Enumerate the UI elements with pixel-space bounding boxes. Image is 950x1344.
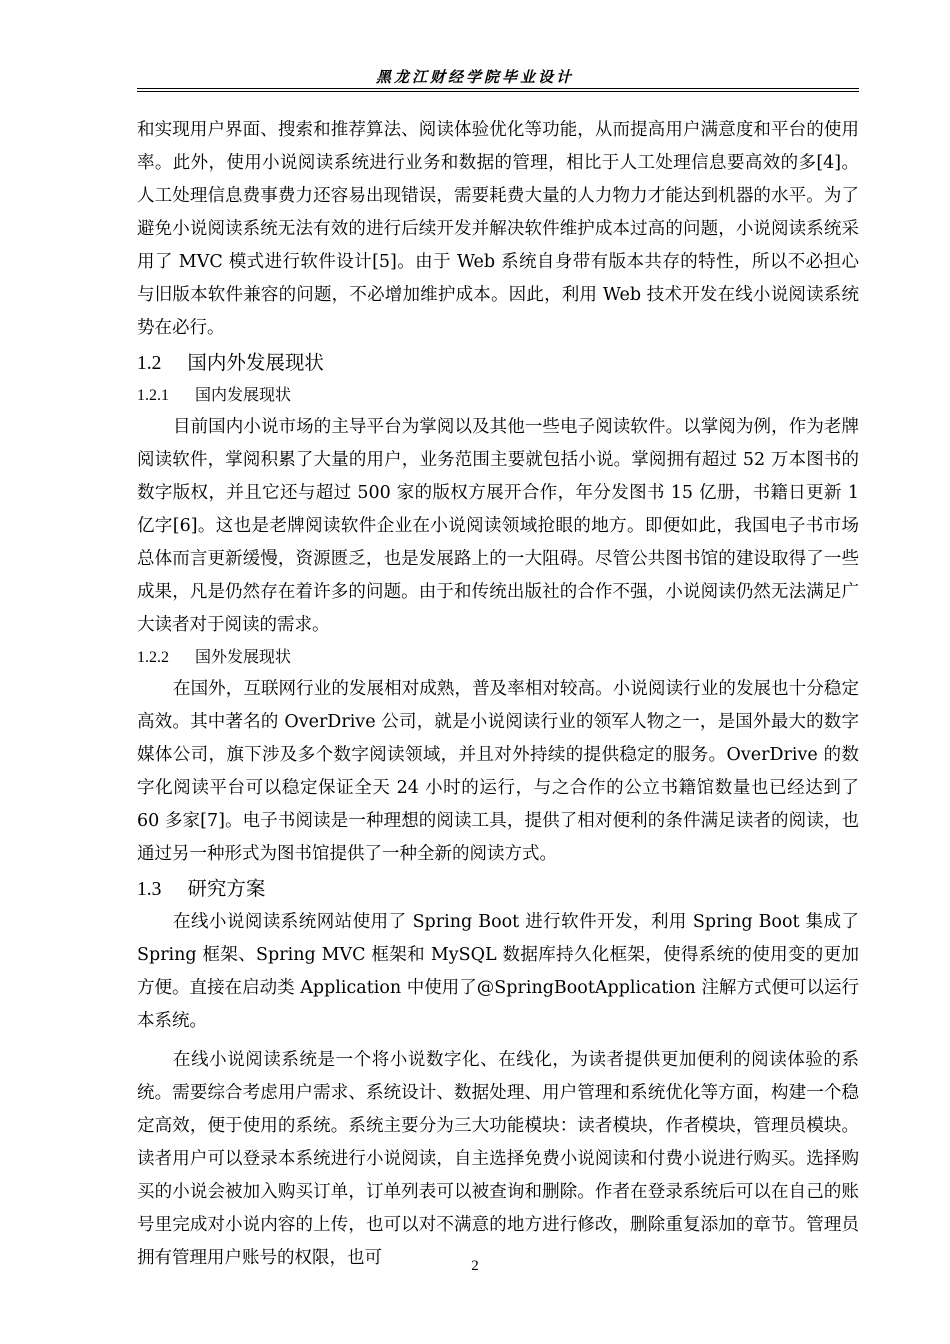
- header-rule-thin: [137, 91, 859, 92]
- subsection-heading-1-2-2: [137, 642, 859, 673]
- paragraph-plan-1: 在线小说阅读系统网站使用了 Spring Boot 进行软件开发，利用 Spring Boot 集成了 Spring 框架、Spring MVC 框架和 MySQL 数据库持久化框架，使得系统的使用变的更加方便。直接在启动类 Application 中使用了@SpringBootApplication 注解方式便可以运行本系统。: [137, 912, 859, 1031]
- subsection-title: 国内发展现状: [195, 385, 292, 404]
- paragraph-domestic: 目前国内小说市场的主导平台为掌阅以及其他一些电子阅读软件。以掌阅为例，作为老牌阅读软件，掌阅积累了大量的用户，业务范围主要就包括小说。掌阅拥有超过 52 万本图书的数字版权，并且它还与超过 500 家的版权方展开合作，年分发图书 15 亿册，书籍日更新 1 亿字[6]。这也是老牌阅读软件企业在小说阅读领域抢眼的地方。即便如此，我国电子书市场总体而言更新缓慢，资源匮乏，也是发展路上的一大阻碍。尽管公共图书馆的建设取得了一些成果，凡是仍然存在着许多的问题。由于和传统出版社的合作不强，小说阅读仍然无法满足广大读者对于阅读的需求。: [137, 417, 859, 635]
- section-heading-1-3: [137, 872, 859, 906]
- subsection-title: 国外发展现状: [195, 647, 292, 666]
- paragraph-plan-2: 在线小说阅读系统是一个将小说数字化、在线化，为读者提供更加便利的阅读体验的系统。需要综合考虑用户需求、系统设计、数据处理、用户管理和系统优化等方面，构建一个稳定高效，便于使用的系统。系统主要分为三大功能模块：读者模块，作者模块，管理员模块。读者用户可以登录本系统进行小说阅读，自主选择免费小说阅读和付费小说进行购买。选择购买的小说会被加入购买订单，订单列表可以被查询和删除。作者在登录系统后可以在自己的账号里完成对小说内容的上传，也可以对不满意的地方进行修改，删除重复添加的章节。管理员拥有管理用户账号的权限，也可: [137, 1050, 859, 1268]
- section-heading-1-2: [137, 346, 859, 380]
- header-rule: [137, 88, 859, 89]
- running-header-title: 黑龙江财经学院毕业设计: [375, 68, 574, 86]
- section-number: 1.3: [137, 879, 162, 900]
- paragraph-foreign: 在国外，互联网行业的发展相对成熟，普及率相对较高。小说阅读行业的发展也十分稳定高效。其中著名的 OverDrive 公司，就是小说阅读行业的领军人物之一，是国外最大的数字媒体公司，旗下涉及多个数字阅读领域，并且对外持续的提供稳定的服务。OverDrive 的数字化阅读平台可以稳定保证全天 24 小时的运行，与之合作的公立书籍馆数量也已经达到了 60 多家[7]。电子书阅读是一种理想的阅读工具，提供了相对便利的条件满足读者的阅读，也通过另一种形式为图书馆提供了一种全新的阅读方式。: [137, 679, 859, 864]
- subsection-number: 1.2.1: [137, 387, 169, 404]
- page-number: 2: [471, 1258, 479, 1274]
- page-body: [137, 114, 859, 1275]
- subsection-heading-1-2-1: [137, 380, 859, 411]
- subsection-number: 1.2.2: [137, 649, 169, 666]
- section-title: 研究方案: [187, 877, 266, 900]
- section-title: 国内外发展现状: [187, 351, 324, 374]
- section-number: 1.2: [137, 353, 162, 374]
- paragraph-intro: 和实现用户界面、搜索和推荐算法、阅读体验优化等功能，从而提高用户满意度和平台的使用率。此外，使用小说阅读系统进行业务和数据的管理，相比于人工处理信息要高效的多[4]。人工处理信息费事费力还容易出现错误，需要耗费大量的人力物力才能达到机器的水平。为了避免小说阅读系统无法有效的进行后续开发并解决软件维护成本过高的问题，小说阅读系统采用了 MVC 模式进行软件设计[5]。由于 Web 系统自身带有版本共存的特性，所以不必担心与旧版本软件兼容的问题，不必增加维护成本。因此，利用 Web 技术开发在线小说阅读系统势在必行。: [137, 120, 859, 338]
